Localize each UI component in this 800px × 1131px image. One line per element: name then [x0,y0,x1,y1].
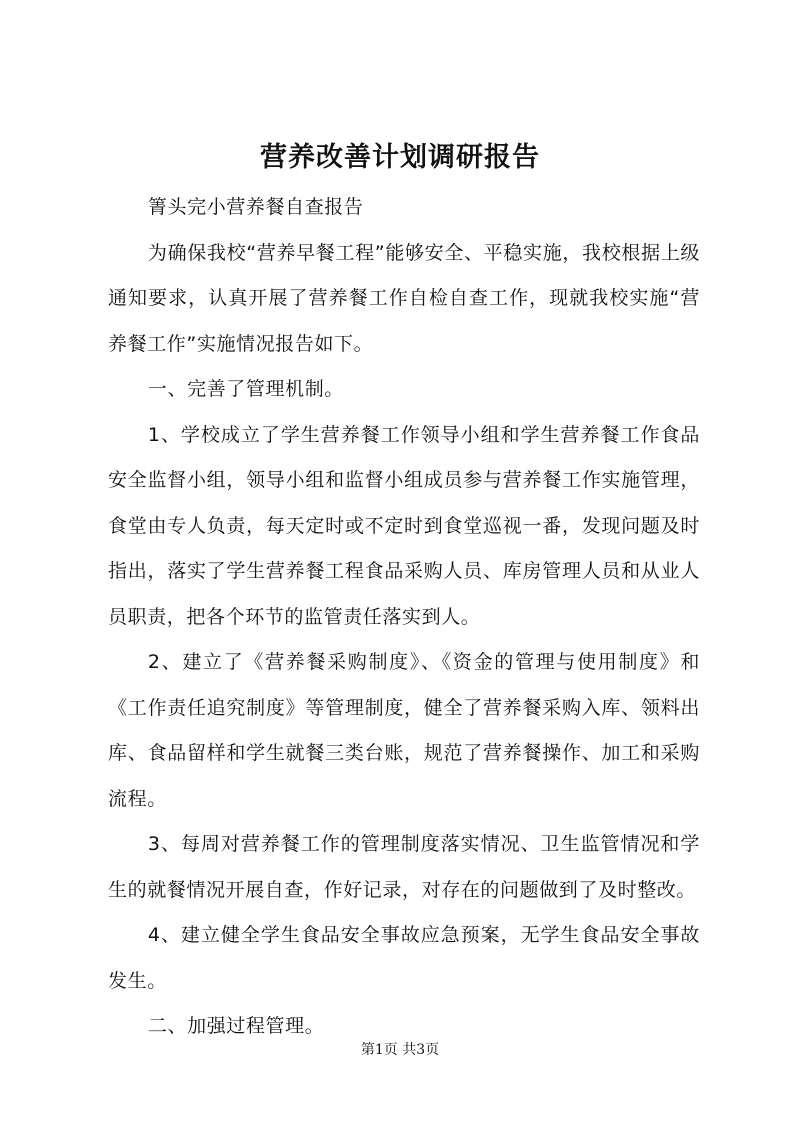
paragraph-subtitle: 箐头完小营养餐自查报告 [147,196,364,218]
section-heading-1: 一、完善了管理机制。 [147,378,344,400]
paragraph-intro: 为确保我校“营养早餐工程”能够安全、平稳实施，我校根据上级通知要求，认真开展了营养餐工作自检自查工作，现就我校实施“营养餐工作”实施情况报告如下。 [108,241,700,355]
paragraph-item-1: 1、学校成立了学生营养餐工作领导小组和学生营养餐工作食品安全监督小组，领导小组和监督小组成员参与营养餐工作实施管理，食堂由专人负责，每天定时或不定时到食堂巡视一番，发现问题及时指出，落实了学生营养餐工程食品采购人员、库房管理人员和从业人员职责，把各个环节的监管责任落实到人。 [108,423,700,628]
paragraph-item-3: 3、每周对营养餐工作的管理制度落实情况、卫生监管情况和学生的就餐情况开展自查，作好记录，对存在的问题做到了及时整改。 [108,833,700,901]
document-title: 营养改善计划调研报告 [260,142,540,173]
document-body [108,185,700,1050]
section-heading-2: 二、加强过程管理。 [147,1015,325,1037]
paragraph-item-4: 4、建立健全学生食品安全事故应急预案，无学生食品安全事故发生。 [108,924,700,992]
paragraph-item-2: 2、建立了《营养餐采购制度》、《资金的管理与使用制度》和《工作责任追究制度》等管理制度，健全了营养餐采购入库、领料出库、食品留样和学生就餐三类台账，规范了营养餐操作、加工和采购流程。 [108,651,700,810]
page-footer: 第1页 共3页 [360,1042,440,1058]
